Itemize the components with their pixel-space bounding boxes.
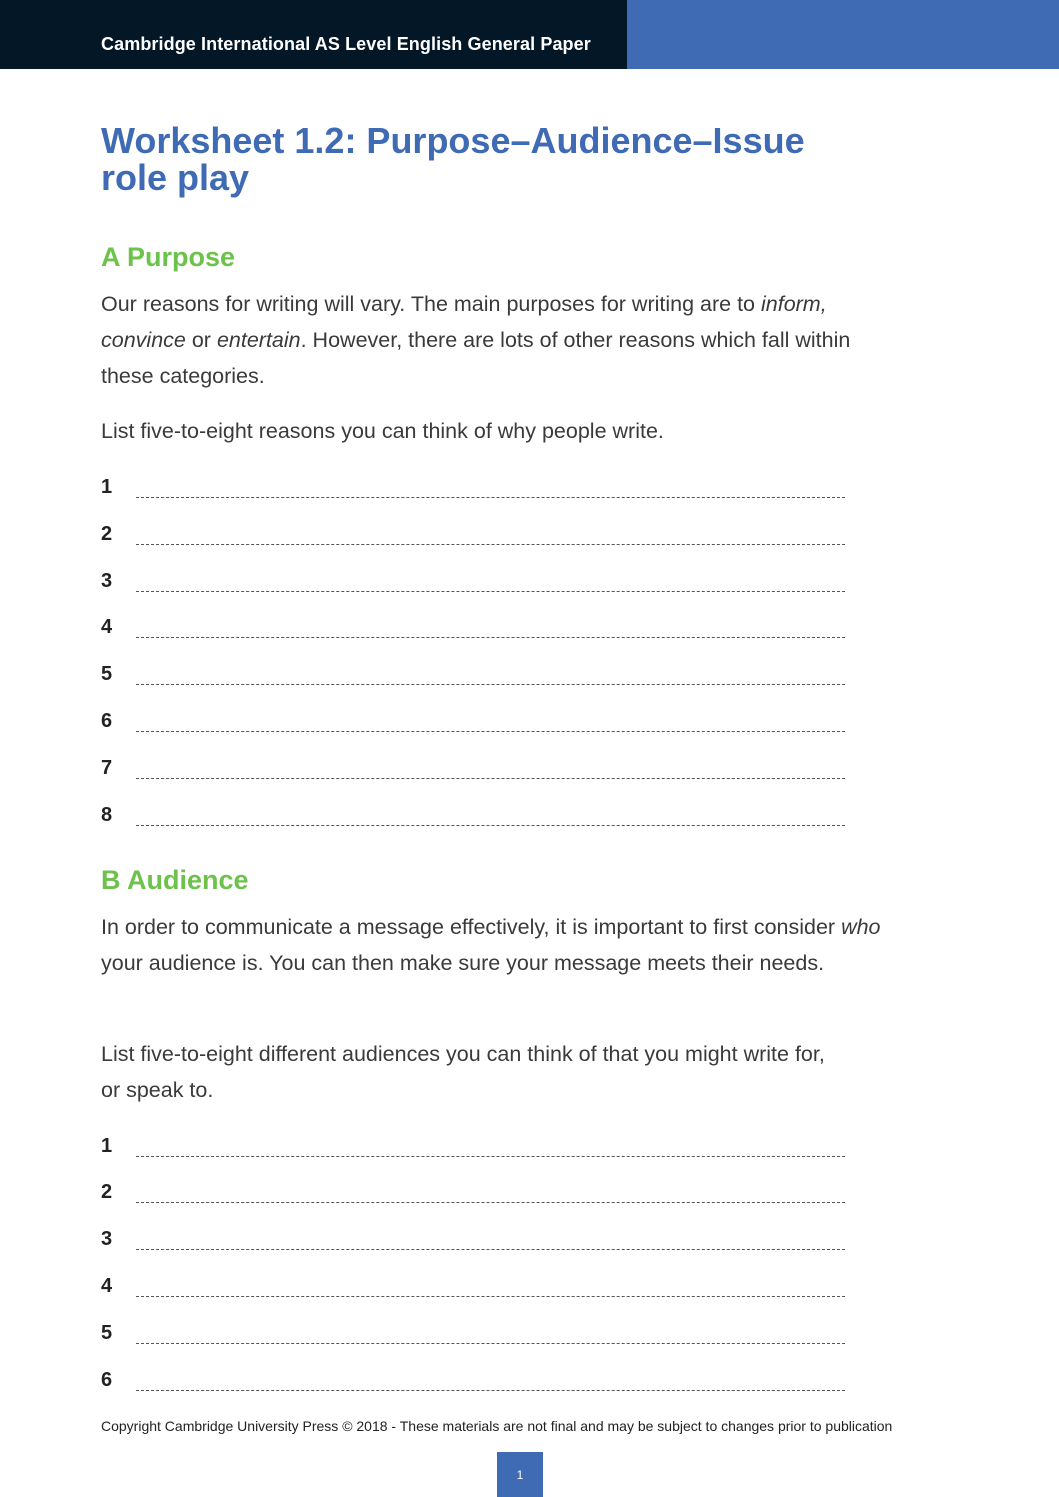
line-number: 2	[101, 1181, 113, 1203]
blank-line[interactable]	[136, 544, 845, 545]
section-b-intro: In order to communicate a message effectively, it is important to first consider who your audience is. You can then make sure your message meets their needs.	[101, 915, 881, 975]
section-a-heading: A Purpose	[101, 242, 236, 272]
blank-line[interactable]	[136, 497, 845, 498]
line-number: 5	[101, 663, 113, 685]
blank-line[interactable]	[136, 1202, 845, 1203]
header-title: Cambridge International AS Level English General Paper	[101, 34, 591, 54]
blank-line[interactable]	[136, 825, 845, 826]
blank-line[interactable]	[136, 684, 845, 685]
copyright-notice: Copyright Cambridge University Press © 2018 - These materials are not final and may be subject to changes prior to publication	[101, 1418, 893, 1434]
blank-line[interactable]	[136, 591, 845, 592]
header-blue-panel	[627, 0, 1059, 69]
line-number: 7	[101, 757, 113, 779]
answer-line[interactable]	[101, 663, 846, 693]
line-number: 1	[101, 476, 113, 498]
blank-line[interactable]	[136, 1249, 845, 1250]
line-number: 4	[101, 616, 113, 638]
blank-line[interactable]	[136, 637, 845, 638]
header-bar	[0, 0, 1059, 69]
answer-line[interactable]	[101, 1275, 846, 1305]
line-number: 8	[101, 804, 113, 826]
blank-line[interactable]	[136, 1156, 845, 1157]
blank-line[interactable]	[136, 778, 845, 779]
answer-line[interactable]	[101, 570, 846, 600]
line-number: 6	[101, 710, 113, 732]
page-number-badge	[497, 1452, 543, 1497]
section-a-instruction: List five-to-eight reasons you can think of why people write.	[101, 419, 664, 443]
blank-line[interactable]	[136, 1390, 845, 1391]
line-number: 3	[101, 570, 113, 592]
page-title: Worksheet 1.2: Purpose–Audience–Issue role play	[101, 120, 805, 198]
page-number: 1	[516, 1467, 524, 1482]
section-b-instruction: List five-to-eight different audiences you can think of that you might write for, or speak to.	[101, 1042, 825, 1102]
blank-line[interactable]	[136, 1343, 845, 1344]
answer-line[interactable]	[101, 476, 846, 506]
answer-line[interactable]	[101, 1181, 846, 1211]
answer-line[interactable]	[101, 710, 846, 740]
answer-line[interactable]	[101, 1228, 846, 1258]
line-number: 3	[101, 1228, 113, 1250]
answer-line[interactable]	[101, 804, 846, 834]
answer-line[interactable]	[101, 616, 846, 646]
answer-line[interactable]	[101, 523, 846, 553]
line-number: 6	[101, 1369, 113, 1391]
section-b-heading: B Audience	[101, 865, 249, 895]
line-number: 4	[101, 1275, 113, 1297]
blank-line[interactable]	[136, 1296, 845, 1297]
answer-line[interactable]	[101, 757, 846, 787]
blank-line[interactable]	[136, 731, 845, 732]
answer-line[interactable]	[101, 1369, 846, 1399]
line-number: 2	[101, 523, 113, 545]
answer-line[interactable]	[101, 1322, 846, 1352]
line-number: 1	[101, 1135, 113, 1157]
answer-line[interactable]	[101, 1135, 846, 1165]
line-number: 5	[101, 1322, 113, 1344]
section-a-intro: Our reasons for writing will vary. The main purposes for writing are to inform, convince or entertain. However, there are lots of other reasons which fall within these categories.	[101, 292, 851, 388]
